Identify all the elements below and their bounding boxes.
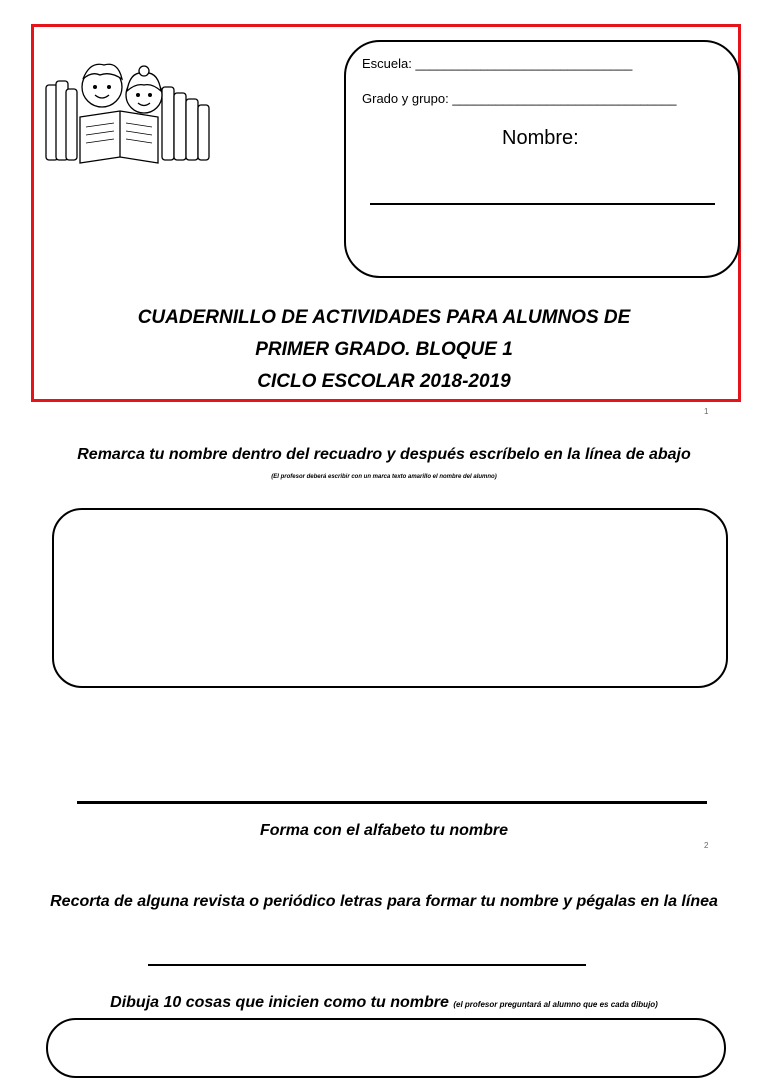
cover-title-line-3: CICLO ESCOLAR 2018-2019 (257, 371, 511, 392)
cut-letters-instruction: Recorta de alguna revista o periódico letras para formar tu nombre y pégalas en la línea (50, 893, 718, 910)
cover-title-line-1: CUADERNILLO DE ACTIVIDADES PARA ALUMNOS DE (137, 307, 631, 328)
cover-title-line-2: PRIMER GRADO. BLOQUE 1 (255, 339, 513, 360)
paste-letters-line (148, 964, 586, 966)
children-reading-illustration (40, 55, 220, 170)
alphabet-instruction: Forma con el alfabeto tu nombre (259, 822, 509, 839)
name-writing-line (370, 203, 715, 205)
trace-name-instruction: Remarca tu nombre dentro del recuadro y después escríbelo en la línea de abajo (77, 446, 691, 463)
drawing-box (46, 1018, 726, 1078)
name-tracing-box (52, 508, 728, 688)
name-writing-line-2 (77, 801, 707, 804)
draw-teacher-note: (el profesor preguntará al alumno que es cada dibujo) (453, 1000, 658, 1009)
page-number-2: 2 (704, 841, 709, 850)
name-field-label: Nombre: (502, 127, 579, 149)
grade-group-field-label: Grado y grupo: _______________________________ (362, 91, 677, 106)
student-info-box (344, 40, 740, 278)
school-field-label: Escuela: ______________________________ (362, 56, 633, 71)
draw-instruction-row (0, 994, 768, 1012)
teacher-note: (El profesor deberá escribir con un marca texto amarillo el nombre del alumno) (271, 474, 497, 480)
draw-instruction: Dibuja 10 cosas que inicien como tu nombre (110, 994, 449, 1011)
page-number-1: 1 (704, 407, 709, 416)
